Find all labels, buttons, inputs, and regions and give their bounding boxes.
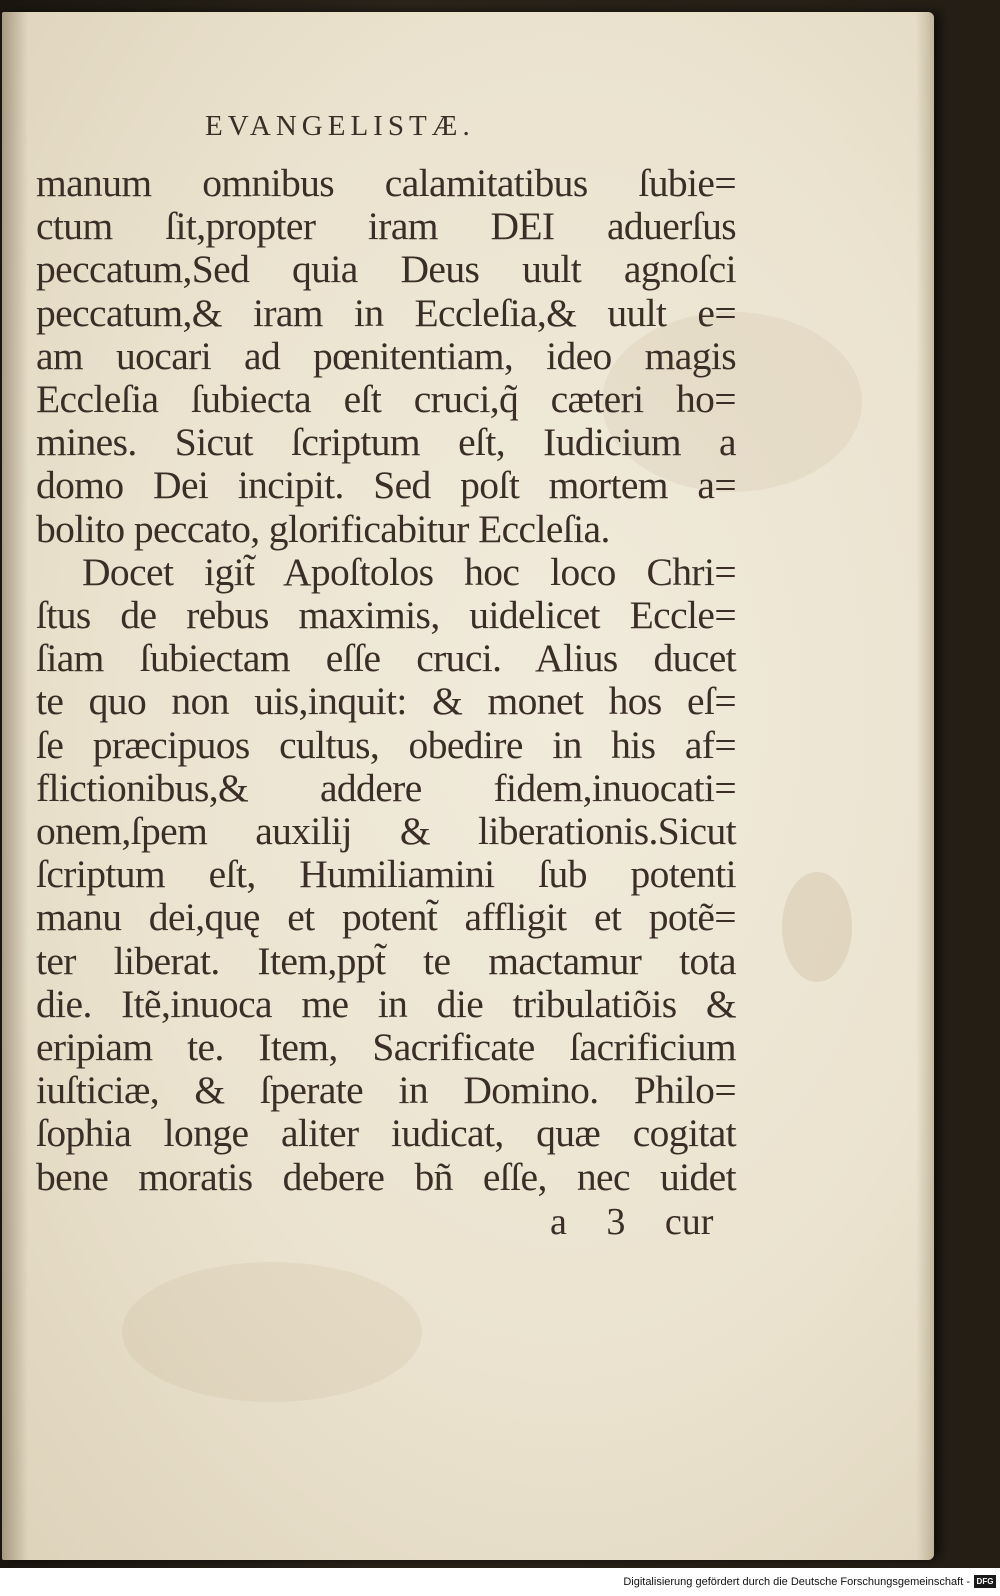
funding-credit: Digitalisierung gefördert durch die Deutsche Forschungsgemeinschaft - [623,1576,970,1588]
text-line: eripiam te. Item, Sacrificate ſacrificium [36,1025,736,1070]
text-line: Docet igit̃ Apoſtolos hoc loco Chri= [82,549,736,594]
text-line: manu dei,quę et potent̃ affligit et potẽ= [36,895,736,940]
text-line: peccatum,& iram in Eccleſia,& uult e= [36,290,736,335]
text-line: te quo non uis,inquit: & monet hos eſ= [36,679,736,724]
text-line: ſcriptum eſt, Humiliamini ſub potenti [36,852,736,897]
body-text [36,162,736,1199]
catchword-signature: a 3 cur [550,1201,714,1243]
text-line: bolito peccato, glorificabitur Eccleſia. [36,506,610,551]
text-line: die. Itẽ,inuoca me in die tribulatiõis & [36,981,736,1026]
text-line: Eccleſia ſubiecta eſt cruci,q̃ cæteri ho= [36,377,736,422]
text-line: am uocari ad pœnitentiam, ideo magis [36,333,736,378]
running-head: EVANGELISTÆ. [205,110,475,142]
gutter-shadow [2,12,28,1560]
text-line: onem,ſpem auxilij & liberationis.Sicut [36,809,736,854]
digitization-footer [0,1568,1000,1596]
text-line: ſtus de rebus maximis, uidelicet Eccle= [36,593,736,638]
text-line: flictionibus,& addere fidem,inuocati= [36,765,736,810]
text-line: iuſticiæ, & ſperate in Domino. Philo= [36,1068,736,1113]
text-line: bene moratis debere bñ eſſe, nec uidet [36,1154,736,1199]
text-line: mines. Sicut ſcriptum eſt, Iudicium a [36,420,736,465]
text-line: ſe præcipuos cultus, obedire in his af= [36,722,736,767]
text-line: peccatum,Sed quia Deus uult agnoſci [36,247,736,292]
text-line: ſiam ſubiectam eſſe cruci. Alius ducet [36,636,736,681]
text-line: domo Dei incipit. Sed poſt mortem a= [36,463,736,508]
book-page [2,12,934,1560]
paper-stain [122,1262,422,1402]
text-line: ter liberat. Item,ppt̃ te mactamur tota [36,938,736,983]
paper-stain [782,872,852,982]
text-line: ctum ſit,propter iram DEI aduerſus [36,204,736,249]
text-line: manum omnibus calamitatibus ſubie= [36,161,736,205]
dfg-logo: DFG [974,1575,996,1588]
page-edge [916,12,934,1560]
text-line: ſophia longe aliter iudicat, quæ cogitat [36,1111,736,1156]
